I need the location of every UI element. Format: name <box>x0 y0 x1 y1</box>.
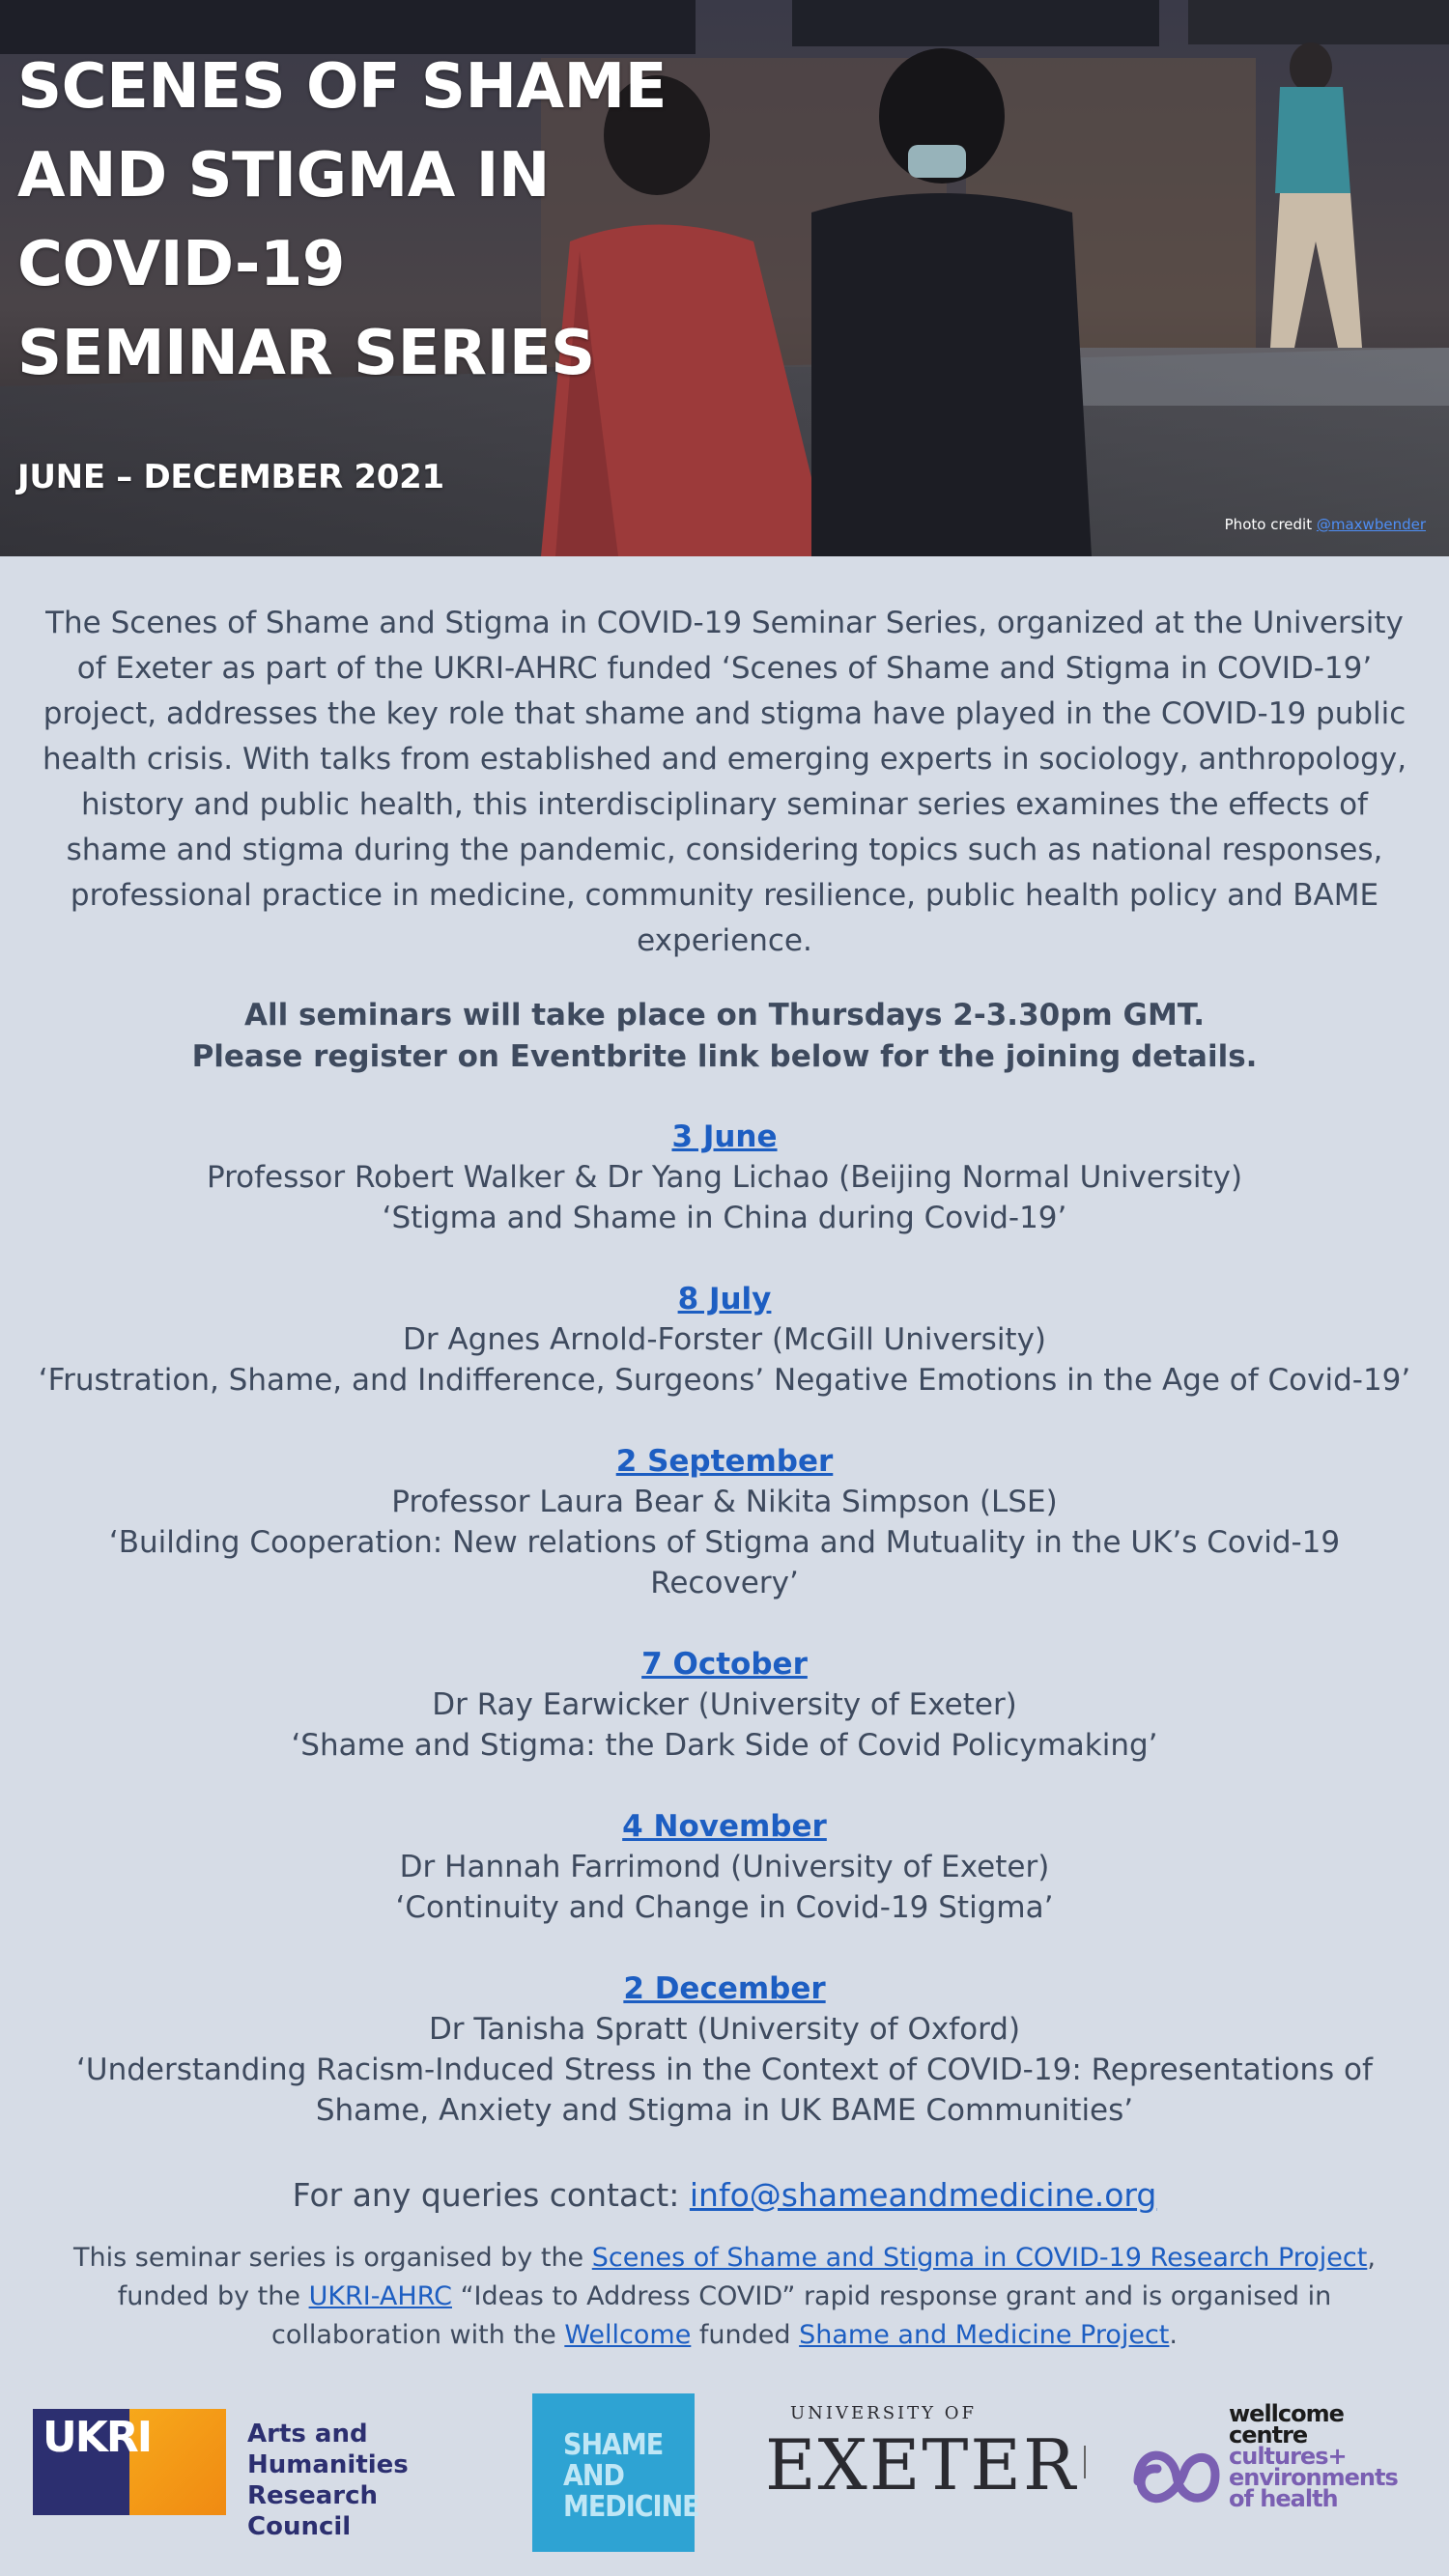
ahrc-name-line: Humanities <box>247 2450 409 2479</box>
exeter-name: EXETER <box>765 2424 1078 2505</box>
contact-label: For any queries contact: <box>292 2176 680 2214</box>
wellcome-sub-line: of health <box>1229 2485 1338 2512</box>
shame-logo-line: SHAME <box>563 2428 664 2462</box>
seminar-item <box>19 1968 1430 2131</box>
seminar-speakers: Dr Hannah Farrimond (University of Exeter) <box>399 1850 1050 1884</box>
wellcome-title <box>1229 2400 1344 2449</box>
seminar-title: ‘Frustration, Shame, and Indifference, Surgeons’ Negative Emotions in the Age of Covid-19’ <box>38 1363 1411 1398</box>
organised-text: . <box>1169 2320 1178 2350</box>
seminar-item <box>19 1279 1430 1401</box>
hero-title <box>17 42 667 398</box>
schedule-note <box>39 995 1410 1078</box>
hero-title-line: AND STIGMA IN <box>17 140 550 212</box>
shame-medicine-project-link[interactable]: Shame and Medicine Project <box>799 2320 1170 2350</box>
seminar-item <box>19 1441 1430 1603</box>
shame-logo-line: MEDICINE <box>563 2490 699 2524</box>
shame-and-medicine-logo <box>532 2393 699 2552</box>
seminar-item <box>19 1117 1430 1238</box>
wellcome-link[interactable]: Wellcome <box>564 2320 692 2350</box>
wellcome-title-line: centre <box>1229 2421 1308 2449</box>
organised-text: funded <box>698 2320 791 2350</box>
research-project-link[interactable]: Scenes of Shame and Stigma in COVID-19 Research Project <box>591 2243 1368 2273</box>
exeter-univ-label: UNIVERSITY OF <box>790 2403 978 2423</box>
hero-title-line: COVID-19 <box>17 229 345 300</box>
wellcome-sub-line: environments <box>1229 2464 1398 2491</box>
seminar-title: ‘Continuity and Change in Covid-19 Stigma’ <box>395 1890 1054 1925</box>
wellcome-title-line: wellcome <box>1229 2400 1344 2427</box>
seminar-item <box>19 1644 1430 1766</box>
seminar-speakers: Professor Laura Bear & Nikita Simpson (LSE) <box>391 1485 1058 1519</box>
seminar-date-link[interactable]: 8 July <box>677 1282 772 1316</box>
ahrc-logo <box>33 2409 477 2541</box>
schedule-time: All seminars will take place on Thursdays 2-3.30pm GMT. <box>243 998 1206 1033</box>
organised-text: “Ideas to Address COVID” rapid response grant and is organised in collaboration with the <box>271 2281 1332 2350</box>
ukri-ahrc-link[interactable]: UKRI-AHRC <box>308 2281 452 2311</box>
hero-dates: JUNE – DECEMBER 2021 <box>17 458 444 496</box>
seminar-title: ‘Understanding Racism-Induced Stress in the Context of COVID-19: Representations of Shame, Anxiety and Stigma in UK BAME Communities’ <box>76 2052 1373 2128</box>
ahrc-name <box>247 2419 477 2542</box>
logo-divider <box>1084 2446 1086 2478</box>
photo-credit <box>1225 516 1426 533</box>
photo-credit-link[interactable]: @maxwbender <box>1316 516 1426 533</box>
exeter-logo <box>761 2403 1078 2519</box>
seminar-speakers: Professor Robert Walker & Dr Yang Lichao (Beijing Normal University) <box>206 1160 1243 1195</box>
hero-banner <box>0 0 1449 556</box>
wellcome-centre-logo <box>1128 2400 1418 2529</box>
ukri-mark <box>33 2409 226 2515</box>
seminar-date-link[interactable]: 2 December <box>623 1971 826 2006</box>
ahrc-name-line: Research Council <box>247 2481 379 2541</box>
intro-paragraph: The Scenes of Shame and Stigma in COVID-19 Seminar Series, organized at the University of Exeter as part of the UKRI-AHRC funded ‘Scenes of Shame and Stigma in COVID-19’ project, addresses the key role that shame and stigma have played in the COVID-19 public health crisis. With talks from established and emerging experts in sociology, anthropology, history and public health, this interdisciplinary seminar series examines the effects of shame and stigma during the pandemic, considering topics such as national responses, professional practice in medicine, community resilience, public health policy and BAME experience. <box>42 606 1407 958</box>
photo-credit-label: Photo credit <box>1224 516 1313 533</box>
schedule-register: Please register on Eventbrite link below for the joining details. <box>191 1039 1258 1074</box>
organised-text: , funded by the <box>117 2243 1376 2311</box>
seminar-speakers: Dr Tanisha Spratt (University of Oxford) <box>428 2012 1021 2047</box>
seminar-title: ‘Stigma and Shame in China during Covid-19’ <box>382 1201 1067 1235</box>
ukri-mark-text: UKRI <box>43 2413 152 2462</box>
organised-text: This seminar series is organised by the <box>73 2243 584 2273</box>
seminar-list <box>19 1117 1430 2171</box>
seminar-item <box>19 1806 1430 1928</box>
seminar-date-link[interactable]: 4 November <box>622 1809 827 1844</box>
hero-title-line: SCENES OF SHAME <box>17 51 667 123</box>
seminar-title: ‘Building Cooperation: New relations of Stigma and Mutuality in the UK’s Covid-19 Recovery’ <box>108 1525 1341 1600</box>
organised-note <box>29 2239 1420 2355</box>
seminar-speakers: Dr Agnes Arnold-Forster (McGill University) <box>402 1322 1047 1357</box>
seminar-speakers: Dr Ray Earwicker (University of Exeter) <box>432 1687 1017 1722</box>
seminar-date-link[interactable]: 7 October <box>641 1647 808 1682</box>
wellcome-subtitle <box>1229 2443 1398 2512</box>
contact-line <box>19 2174 1430 2217</box>
shame-logo-line: AND <box>563 2459 624 2493</box>
contact-email-link[interactable]: info@shameandmedicine.org <box>689 2176 1157 2214</box>
wellcome-loop-icon <box>1128 2438 1225 2515</box>
seminar-date-link[interactable]: 2 September <box>615 1444 834 1479</box>
seminar-date-link[interactable]: 3 June <box>671 1119 778 1154</box>
hero-title-line: SEMINAR SERIES <box>17 318 595 389</box>
wellcome-sub-line: cultures+ <box>1229 2443 1347 2470</box>
seminar-title: ‘Shame and Stigma: the Dark Side of Covid Policymaking’ <box>291 1728 1158 1763</box>
partner-logos <box>0 2386 1449 2560</box>
ahrc-name-line: Arts and <box>247 2420 368 2449</box>
